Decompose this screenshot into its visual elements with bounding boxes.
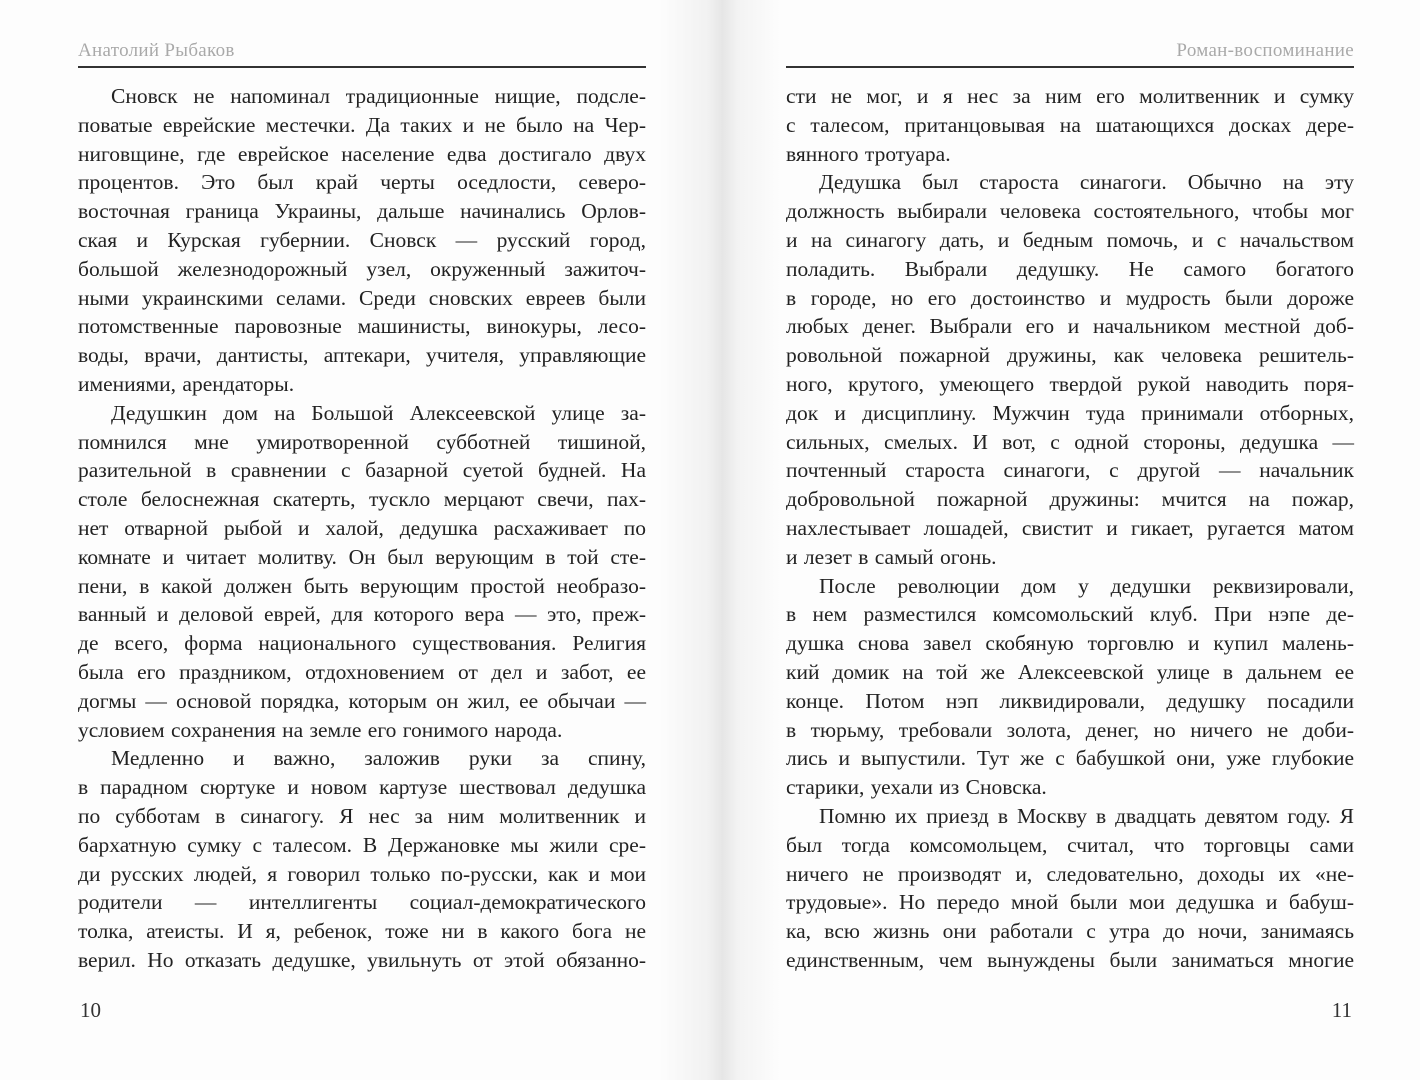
text-line: ровольной пожарной дружины, как человека решитель-: [786, 343, 1354, 368]
text-line: с талесом, пританцовывая на шатающихся досках дере-: [786, 112, 1354, 137]
text-line: поладить. Выбрали дедушку. Не самого богатого: [786, 256, 1354, 281]
text-line: в парадном сюртуке и новом картузе шествовал дедушка: [78, 775, 646, 800]
text-line: бархатную сумку с талесом. В Держановке мы жили сре-: [78, 832, 646, 857]
text-line: и лезет в самый огонь.: [786, 544, 997, 569]
text-line: После революции дом у дедушки реквизировали,: [819, 573, 1354, 598]
text-line: догмы — основой порядка, которым он жил, ее обычаи —: [78, 688, 646, 713]
text-line: старики, уехали из Сновска.: [786, 775, 1047, 800]
text-line: почтенный староста синагоги, с другой — начальник: [786, 458, 1354, 483]
text-line: душка снова завел скобяную торговлю и купил малень-: [786, 631, 1354, 656]
text-line: единственным, чем вынуждены были заниматься многие: [786, 947, 1354, 972]
text-line: Сновск не напоминал традиционные нищие, подсле-: [111, 84, 646, 108]
text-line: процентов. Это был край черты оседлости, северо-: [78, 170, 646, 195]
text-line: разительной в сравнении с базарной суетой будней. На: [78, 458, 646, 483]
text-line: по субботам в синагогу. Я нес за ним молитвенник и: [78, 803, 646, 828]
text-line: ниговщине, где еврейское население едва достигало двух: [78, 141, 646, 166]
text-line: имениями, арендаторы.: [78, 371, 295, 396]
page-body: [786, 82, 1354, 975]
text-line: толка, атеисты. И я, ребенок, тоже ни в какого бога не: [78, 919, 646, 944]
text-line: добровольной пожарной дружины: мчится на пожар,: [786, 487, 1354, 512]
text-line: восточная граница Украины, дальше начинались Орлов-: [78, 199, 646, 224]
text-line: нет отварной рыбой и халой, дедушка расхаживает по: [78, 515, 646, 540]
text-line: сильных, смелых. И вот, с одной стороны, дедушка —: [786, 429, 1354, 454]
text-line: трудовые». Но передо мной были мои дедушка и бабуш-: [786, 890, 1354, 915]
left-page: [78, 0, 646, 1080]
text-line: условием сохранения на земле его гонимого народа.: [78, 717, 563, 742]
text-line: должность выбирали человека состоятельного, чтобы мог: [786, 199, 1354, 224]
running-head-author: Анатолий Рыбаков: [78, 40, 235, 61]
text-line: воды, врачи, дантисты, аптекари, учителя, управляющие: [78, 343, 646, 368]
text-line: комнате и читает молитву. Он был верующим в той сте-: [78, 544, 646, 569]
text-line: ди русских людей, я говорил только по-русски, как и мои: [78, 861, 646, 886]
text-line: верил. Но отказать дедушке, увильнуть от этой обязанно-: [78, 947, 646, 972]
text-line: помнился мне умиротворенной субботней тишиной,: [78, 429, 646, 454]
text-line: столе белоснежная скатерть, тускло мерцают свечи, пах-: [78, 487, 646, 512]
right-page: [786, 0, 1354, 1080]
text-line: Медленно и важно, заложив руки за спину,: [111, 746, 646, 771]
text-line: большой железнодорожный узел, окруженный зажиточ-: [78, 256, 646, 281]
running-head-title: Роман-воспоминание: [1176, 40, 1354, 61]
text-line: Дедушкин дом на Большой Алексеевской улице за-: [111, 400, 646, 425]
header-rule: [786, 66, 1354, 68]
text-line: де всего, форма национального существования. Религия: [78, 631, 646, 656]
text-line: в тюрьму, требовали золота, денег, но ничего не доби-: [786, 717, 1354, 742]
text-line: потомственные паровозные машинисты, винокуры, лесо-: [78, 314, 646, 339]
header-rule: [78, 66, 646, 68]
text-line: была его праздником, отдохновением от дел и забот, ее: [78, 659, 646, 684]
text-line: лись и выпустили. Тут же с бабушкой они, уже глубокие: [786, 746, 1354, 771]
text-line: Помню их приезд в Москву в двадцать девятом году. Я: [819, 803, 1354, 828]
text-line: пени, в какой должен быть верующим простой необразо-: [78, 573, 646, 598]
text-line: ничего не производят и, следовательно, доходы их «не-: [786, 861, 1354, 886]
text-line: и на синагогу дать, и бедным помочь, и с начальством: [786, 227, 1354, 252]
text-line: сти не мог, и я нес за ним его молитвенник и сумку: [786, 84, 1354, 108]
text-line: поватые еврейские местечки. Да таких и не было на Чер-: [78, 112, 646, 137]
text-line: кий домик на той же Алексеевской улице в дальнем ее: [786, 659, 1354, 684]
text-line: любых денег. Выбрали его и начальником местной доб-: [786, 314, 1354, 339]
text-line: родители — интеллигенты социал-демократического: [78, 890, 646, 915]
text-line: ного, крутого, умеющего твердой рукой наводить поря-: [786, 371, 1354, 396]
text-line: ными украинскими селами. Среди сновских евреев были: [78, 285, 646, 310]
text-line: вянного тротуара.: [786, 141, 951, 166]
text-line: ванный и деловой еврей, для которого вера — это, преж-: [78, 602, 646, 627]
book-gutter-shadow: [660, 0, 780, 1080]
text-line: в нем разместился комсомольский клуб. При нэпе де-: [786, 602, 1354, 627]
text-line: в городе, но его достоинство и мудрость были дороже: [786, 285, 1354, 310]
text-line: нахлестывает лошадей, свистит и гикает, ругается матом: [786, 515, 1354, 540]
text-line: конце. Потом нэп ликвидировали, дедушку посадили: [786, 688, 1354, 713]
text-line: док и дисциплину. Мужчин туда принимали отборных,: [786, 400, 1354, 425]
page-number: 11: [1331, 998, 1352, 1022]
page-number: 10: [80, 998, 101, 1022]
text-line: ка, всю жизнь они работали с утра до ночи, занимаясь: [786, 919, 1354, 944]
text-line: был тогда комсомольцем, считал, что торговцы сами: [786, 832, 1354, 857]
text-line: Дедушка был староста синагоги. Обычно на эту: [819, 170, 1354, 195]
text-line: ская и Курская губернии. Сновск — русский город,: [78, 227, 646, 252]
page-body: [78, 82, 646, 975]
